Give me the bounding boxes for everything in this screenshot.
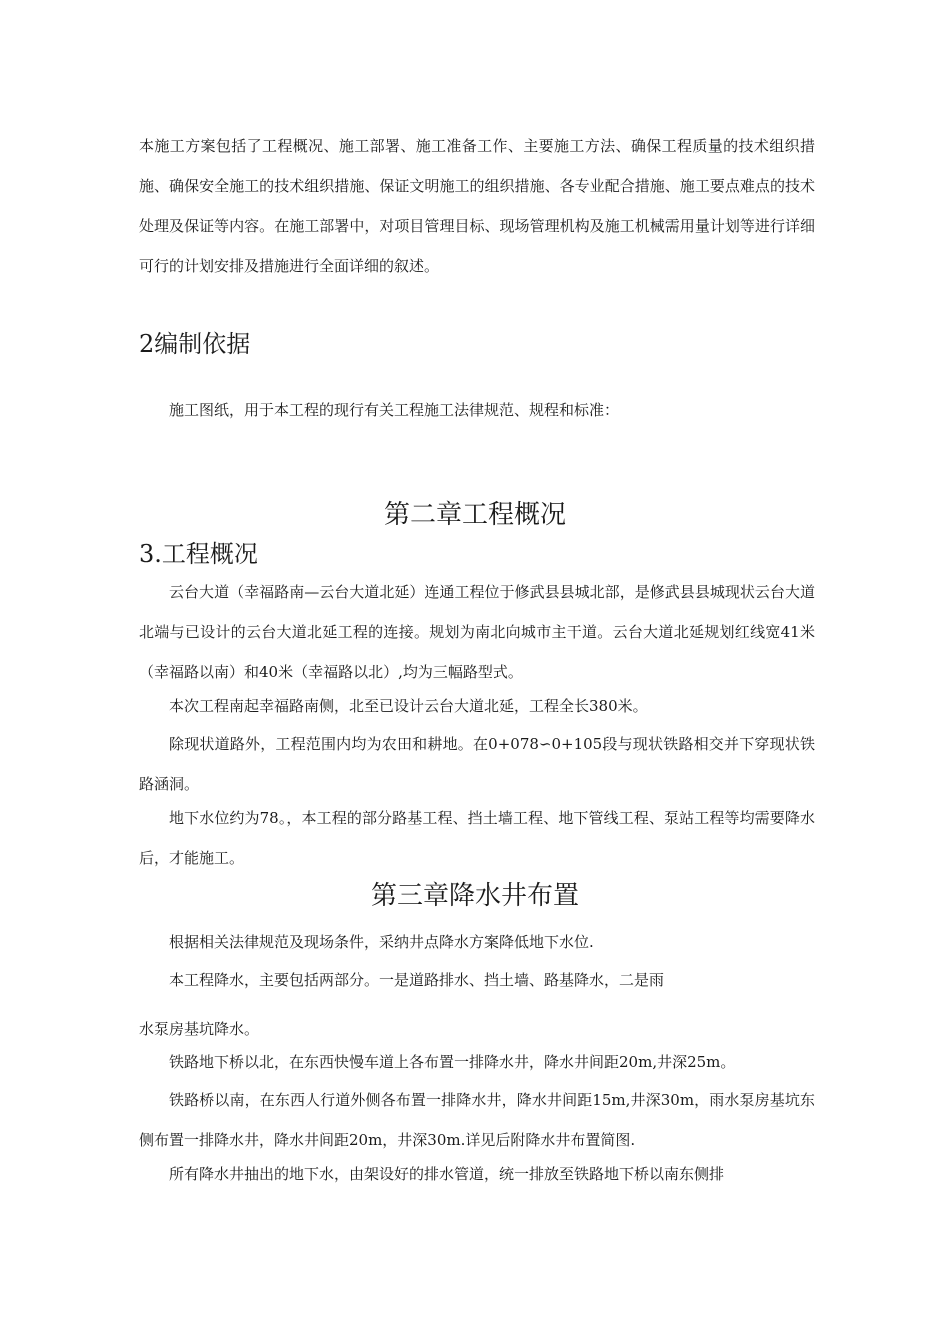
intro-paragraph: 本施工方案包括了工程概况、施工部署、施工准备工作、主要施工方法、确保工程质量的技术组织措施、确保安全施工的技术组织措施、保证文明施工的组织措施、各专业配合措施、施工要点难点的技术处理及保证等内容。在施工部署中，对项目管理目标、现场管理机构及施工机械需用量计划等进行详细可行的计划安排及措施进行全面详细的叙述。 (139, 137, 815, 275)
dewatering-paragraph: 铁路桥以南，在东西人行道外侧各布置一排降水井，降水井间距15m,井深30m，雨水泵房基坑东侧布置一排降水井，降水井间距20m，井深30m.详见后附降水井布置简图. (139, 1091, 815, 1149)
section-heading-project-overview: 3.工程概况 (139, 540, 258, 568)
chapter-title-dewatering-wells: 第三章降水井布置 (370, 881, 579, 911)
overview-paragraph: 地下水位约为78。，本工程的部分路基工程、挡土墙工程、地下管线工程、泵站工程等均需要降水后，才能施工。 (139, 809, 815, 867)
overview-paragraph: 云台大道（幸福路南—云台大道北延）连通工程位于修武县县城北部，是修武县县城现状云台大道北端与已设计的云台大道北延工程的连接。规划为南北向城市主干道。云台大道北延规划红线宽41米（幸福路以南）和40米（幸福路以北）,均为三幅路型式。 (139, 583, 815, 681)
overview-paragraph: 除现状道路外，工程范围内均为农田和耕地。在0+078∽0+105段与现状铁路相交并下穿现状铁路涵洞。 (139, 735, 815, 793)
overview-paragraph: 本次工程南起幸福路南侧，北至已设计云台大道北延，工程全长380米。 (169, 697, 648, 715)
dewatering-paragraph-continued: 水泵房基坑降水。 (139, 1020, 260, 1038)
dewatering-paragraph: 本工程降水，主要包括两部分。一是道路排水、挡土墙、路基降水，二是雨 (169, 971, 665, 989)
section-heading-compilation-basis: 2编制依据 (139, 330, 251, 358)
compilation-basis-paragraph: 施工图纸，用于本工程的现行有关工程施工法律规范、规程和标准： (169, 401, 620, 419)
dewatering-paragraph: 根据相关法律规范及现场条件，采纳井点降水方案降低地下水位. (169, 933, 594, 951)
dewatering-paragraph: 铁路地下桥以北，在东西快慢车道上各布置一排降水井，降水井间距20m,井深25m。 (169, 1053, 736, 1071)
dewatering-paragraph: 所有降水井抽出的地下水，由架设好的排水管道，统一排放至铁路地下桥以南东侧排 (169, 1165, 725, 1183)
chapter-title-project-overview: 第二章工程概况 (383, 500, 566, 530)
